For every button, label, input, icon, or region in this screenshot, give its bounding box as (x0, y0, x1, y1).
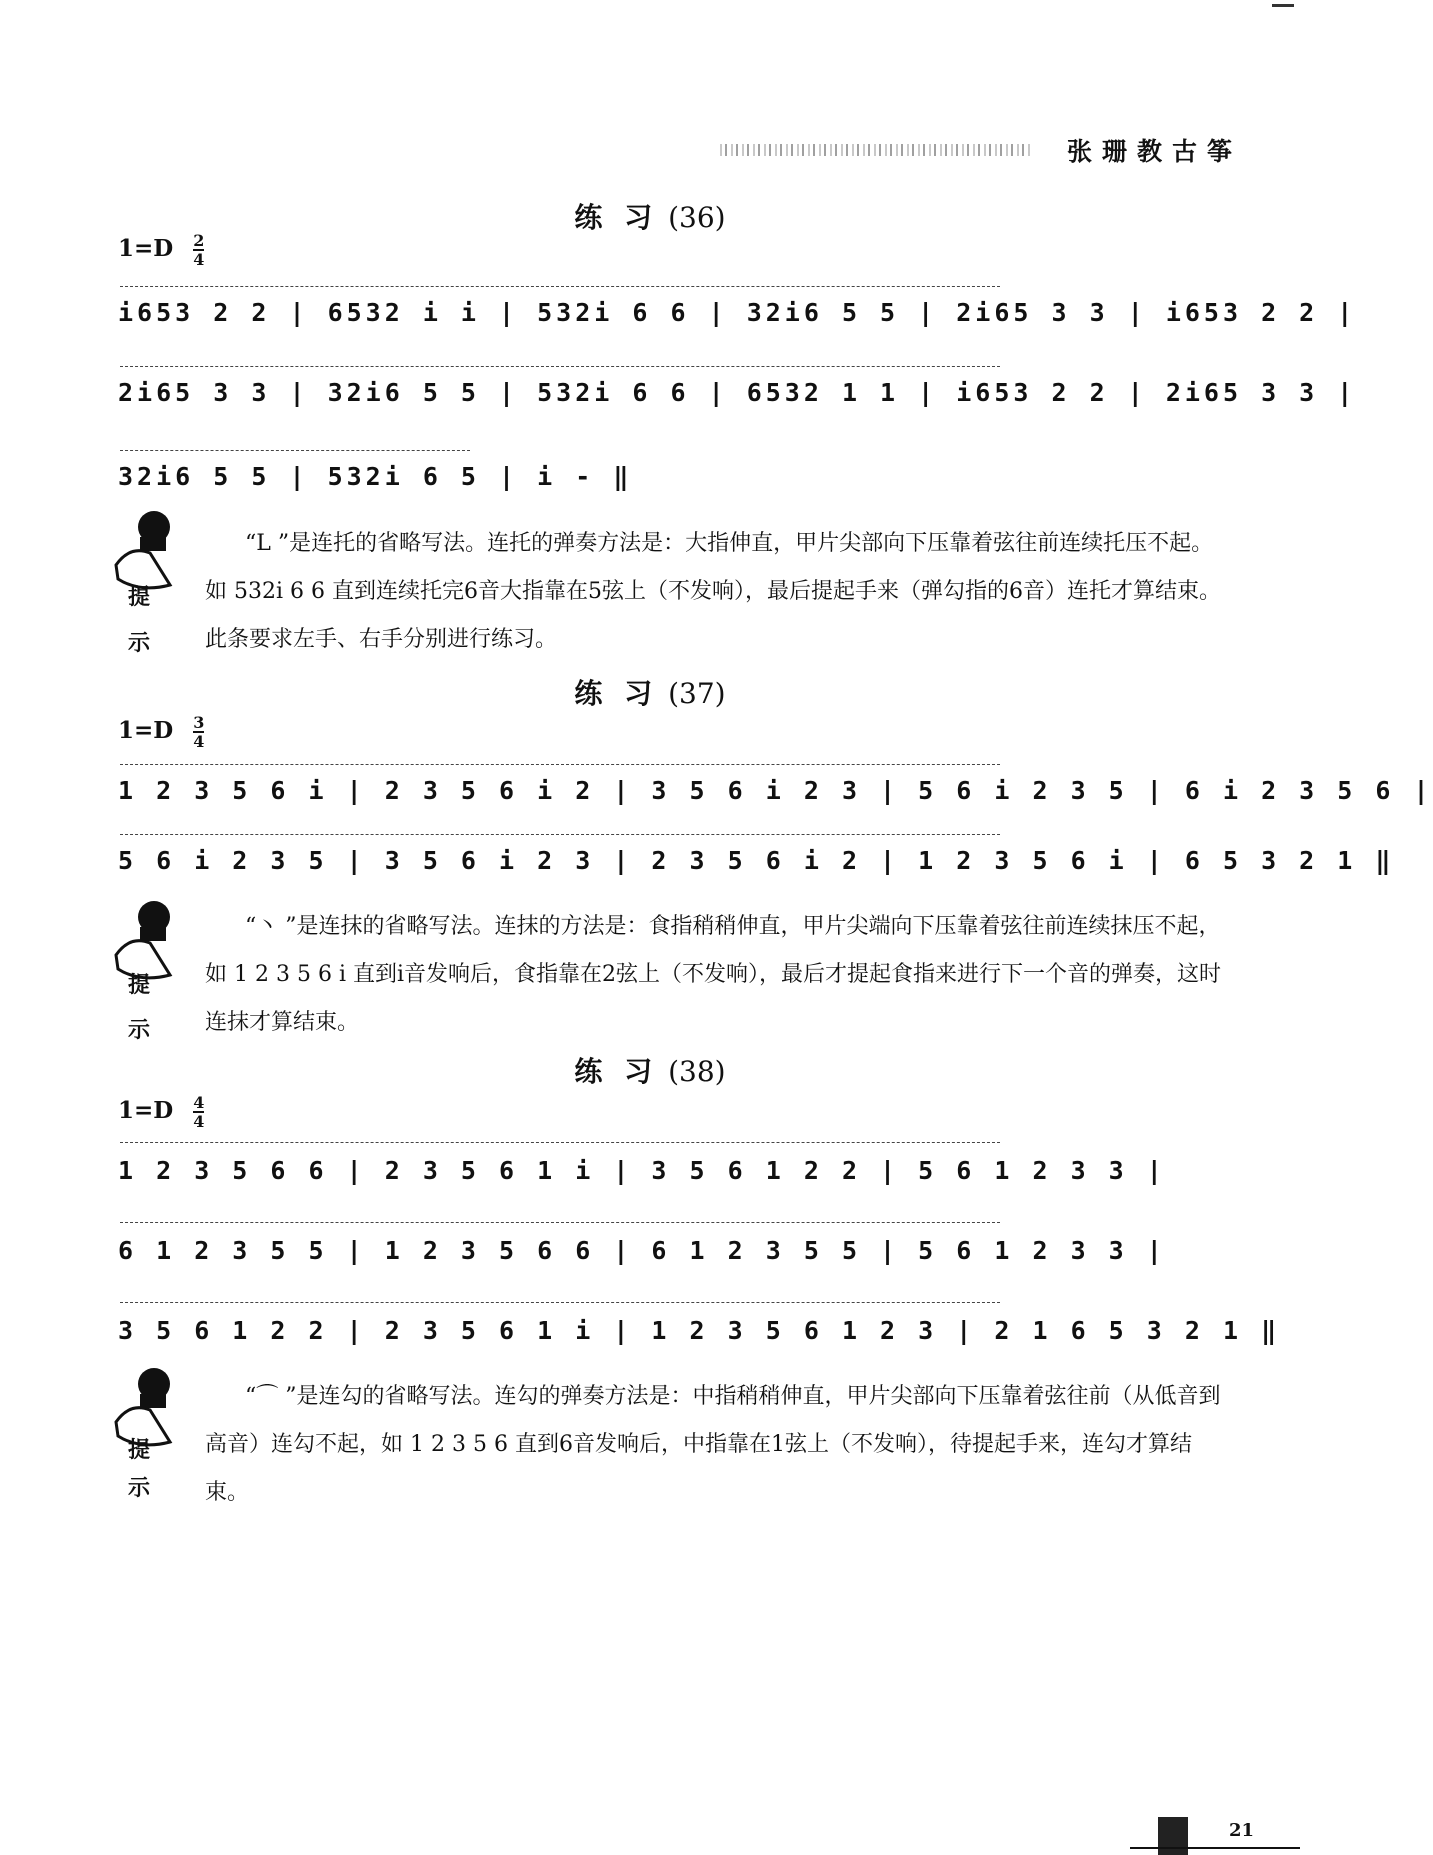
slur-line (120, 1142, 1000, 1153)
slur-line (120, 1302, 1000, 1313)
page-number: 21 (1228, 1820, 1254, 1841)
notation-row: 6 1 2 3 5 5 | 1 2 3 5 6 6 | 6 1 2 3 5 5 | 5 6 1 2 3 3 | (118, 1236, 1166, 1265)
notation-row: 5 6 i 2 3 5 | 3 5 6 i 2 3 | 2 3 5 6 i 2 | 1 2 3 5 6 i | 6 5 3 2 1 ‖ (118, 846, 1395, 875)
notation-row: 1 2 3 5 6 i | 2 3 5 6 i 2 | 3 5 6 i 2 3 | 5 6 i 2 3 5 | 6 i 2 3 5 6 | (118, 776, 1433, 805)
tip-label: 提 (128, 585, 151, 610)
exercise-title: 练 习 (38) (574, 1055, 726, 1088)
notation-row: 3 5 6 1 2 2 | 2 3 5 6 1 i | 1 2 3 5 6 1 2 3 | 2 1 6 5 3 2 1 ‖ (118, 1316, 1281, 1345)
tip-label: 示 (128, 1476, 151, 1501)
tip-text: “⌒ ”是连勾的省略写法。连勾的弹奏方法是：中指稍稍伸直，甲片尖部向下压靠着弦往前（从低音到高音）连勾不起，如 1 2 3 5 6 直到6音发响后，中指靠在1弦上（不发响），待提起手来，连勾才算结束。 (205, 1384, 1221, 1505)
time-signature: $\frac{4}{4}$ (193, 1093, 205, 1131)
tip-text: “丶 ”是连抹的省略写法。连抹的方法是：食指稍稍伸直，甲片尖端向下压靠着弦往前连续抹压不起，如 1 2 3 5 6 i 直到i音发响后，食指靠在2弦上（不发响），最后才提起食指来进行下一个音的弹奏，这时连抹才算结束。 (205, 914, 1222, 1035)
slur-line (120, 286, 1000, 297)
slur-line (120, 834, 1000, 845)
notation-row: 1 2 3 5 6 6 | 2 3 5 6 1 i | 3 5 6 1 2 2 | 5 6 1 2 3 3 | (118, 1156, 1166, 1185)
slur-line (120, 366, 1000, 377)
key-signature: 1=D $\frac{4}{4}$ (118, 1093, 205, 1131)
slur-line (120, 1222, 1000, 1233)
exercise-title: 练 习 (36) (574, 201, 726, 234)
time-signature: $\frac{3}{4}$ (193, 713, 205, 751)
header-decoration (720, 144, 1030, 156)
tip-text: “L ”是连托的省略写法。连托的弹奏方法是：大指伸直，甲片尖部向下压靠着弦往前连续托压不起。如 532i 6 6 直到连续托完6音大指靠在5弦上（不发响），最后提起手来（弹勾指的6音）连托才算结束。此条要求左手、右手分别进行练习。 (205, 531, 1221, 652)
notation-row: 32i6 5 5 | 532i 6 5 | i - ‖ (118, 462, 633, 491)
corner-mark (1272, 4, 1294, 7)
time-signature: $\frac{2}{4}$ (193, 231, 205, 269)
book-title: 张珊教古筝 (1066, 137, 1242, 166)
tip-label: 提 (128, 1438, 151, 1463)
key-signature: 1=D $\frac{2}{4}$ (118, 231, 205, 269)
notation-row: i653 2 2 | 6532 i i | 532i 6 6 | 32i6 5 5 | 2i65 3 3 | i653 2 2 | (118, 298, 1357, 327)
exercise-title: 练 习 (37) (574, 677, 726, 710)
notation-row: 2i65 3 3 | 32i6 5 5 | 532i 6 6 | 6532 1 1 | i653 2 2 | 2i65 3 3 | (118, 378, 1357, 407)
page-rule (1130, 1847, 1300, 1849)
slur-line (120, 764, 1000, 775)
tip-label: 示 (128, 631, 151, 656)
key-signature: 1=D $\frac{3}{4}$ (118, 713, 205, 751)
page-corner-block (1158, 1817, 1188, 1855)
tip-label: 提 (128, 973, 151, 998)
tip-label: 示 (128, 1018, 151, 1043)
slur-line (120, 450, 470, 461)
